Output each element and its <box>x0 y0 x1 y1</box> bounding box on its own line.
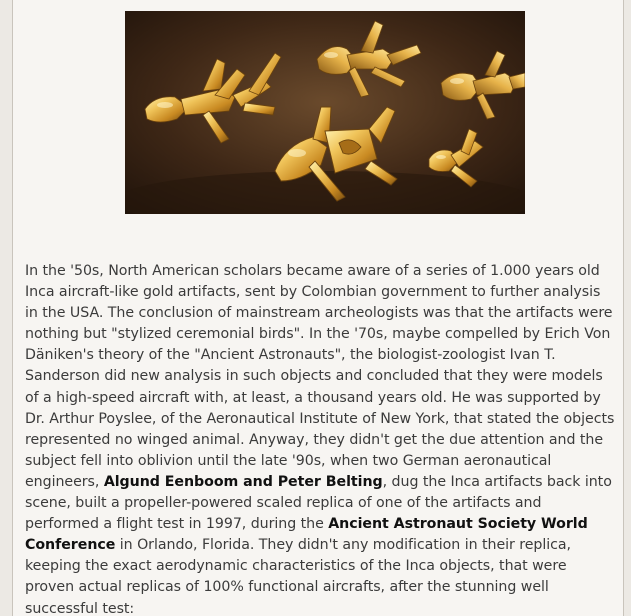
article-text-part-3: in Orlando, Florida. They didn't any modification in their replica, keeping the exact aerodynamic characteristics of the Inca objects, that were proven actual replicas of 100% functional aircrafts, after the stunning well successful test: <box>25 537 571 616</box>
article-text-part-1: In the '50s, North American scholars became aware of a series of 1.000 years old Inca aircraft-like gold artifacts, sent by Colombian government to further analysis in the USA. The conclusion of mainstream archeologists was that the artifacts were nothing but "stylized ceremonial birds". In the '70s, maybe compelled by Erich Von Däniken's theory of the "Ancient Astronauts", the biologist-zoologist Ivan T. Sanderson did new analysis in such objects and concluded that they were models of a high-speed aircraft with, at least, a thousand years old. He was supported by Dr. Arthur Poyslee, of the Aeronautical Institute of New York, that stated the objects represented no winged animal. Anyway, they didn't get the due attention and the subject fell into oblivion until the late '90s, when two German aeronautical engineers, <box>25 263 615 490</box>
article-panel <box>12 0 624 616</box>
gold-artifacts-photo <box>125 11 525 214</box>
article-text-part-2: , dug the Inca artifacts back into scene, built a propeller-powered scaled replica of one of the artifacts and performed a flight test in 1997, during the <box>25 473 612 533</box>
conference-name: Ancient Astronaut Society World Conference <box>25 516 588 554</box>
engineers-names: Algund Eenboom and Peter Belting <box>103 473 383 490</box>
article-paragraph <box>25 261 617 616</box>
